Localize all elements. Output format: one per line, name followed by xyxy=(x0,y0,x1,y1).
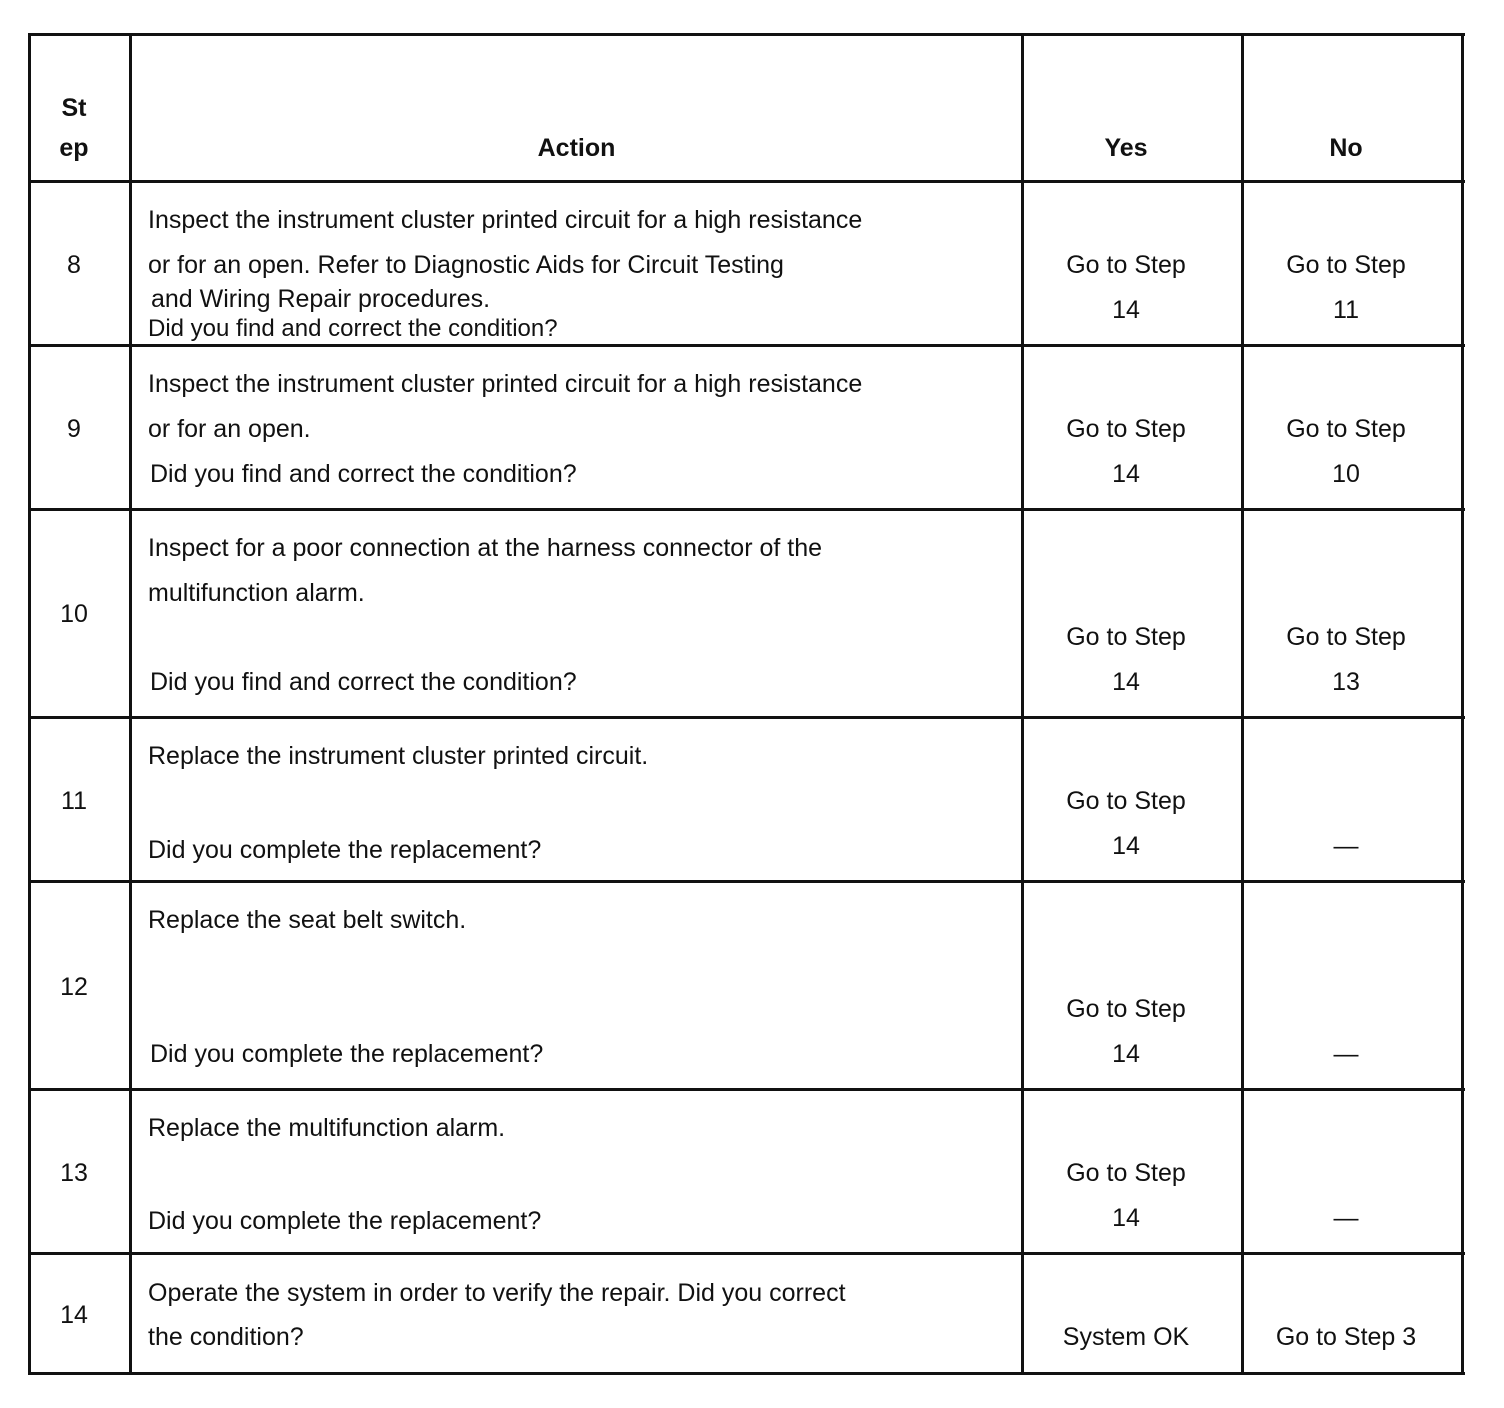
table-border-right xyxy=(1461,33,1464,1375)
header-divider xyxy=(28,180,1465,183)
step-number: 8 xyxy=(67,251,81,279)
header-yes: Yes xyxy=(1104,134,1148,162)
no-result: — xyxy=(1333,1040,1359,1068)
table-border-bottom xyxy=(28,1372,1465,1375)
action-question: Did you complete the replacement? xyxy=(150,1040,544,1068)
action-text: Inspect the instrument cluster printed circuit for a high resistance xyxy=(148,206,863,234)
column-divider xyxy=(1241,33,1244,1375)
no-step-number: 11 xyxy=(1333,296,1359,324)
step-number: 13 xyxy=(60,1159,88,1187)
yes-step-number: 14 xyxy=(1112,460,1140,488)
header-step-line2: ep xyxy=(59,134,89,162)
row-divider xyxy=(28,880,1465,883)
header-action: Action xyxy=(537,134,616,162)
action-question: Did you complete the replacement? xyxy=(148,836,542,864)
action-question: the condition? xyxy=(148,1323,304,1351)
row-divider xyxy=(28,344,1465,347)
yes-result: Go to Step xyxy=(1066,623,1186,651)
header-step-line1: St xyxy=(61,94,87,122)
yes-step-number: 14 xyxy=(1112,1040,1140,1068)
yes-step-number: 14 xyxy=(1112,832,1140,860)
no-result: — xyxy=(1333,1204,1359,1232)
yes-step-number: 14 xyxy=(1112,1204,1140,1232)
no-step-number: 13 xyxy=(1332,668,1360,696)
column-divider xyxy=(1021,33,1024,1375)
action-text: or for an open. xyxy=(148,415,311,443)
step-number: 12 xyxy=(60,973,88,1001)
table-border-top xyxy=(28,33,1465,36)
action-question: Did you complete the replacement? xyxy=(148,1207,542,1235)
yes-result: Go to Step xyxy=(1066,415,1186,443)
action-text: Inspect for a poor connection at the harness connector of the xyxy=(148,534,823,562)
yes-result: Go to Step xyxy=(1066,995,1186,1023)
no-step-number: 10 xyxy=(1332,460,1360,488)
no-result: Go to Step xyxy=(1286,251,1406,279)
yes-result: System OK xyxy=(1062,1323,1190,1351)
step-number: 9 xyxy=(67,415,81,443)
yes-step-number: 14 xyxy=(1112,668,1140,696)
action-question: Did you find and correct the condition? xyxy=(150,460,577,488)
row-divider xyxy=(28,508,1465,511)
no-result: Go to Step 3 xyxy=(1275,1323,1417,1351)
action-text: and Wiring Repair procedures. xyxy=(151,285,491,313)
action-question: Did you find and correct the condition? xyxy=(148,315,558,342)
no-result: Go to Step xyxy=(1286,623,1406,651)
header-no: No xyxy=(1329,134,1363,162)
row-divider xyxy=(28,716,1465,719)
action-text: Replace the seat belt switch. xyxy=(148,906,467,934)
action-question: Did you find and correct the condition? xyxy=(150,668,577,696)
table-border-left xyxy=(28,33,31,1375)
row-divider xyxy=(28,1252,1465,1255)
action-text: Inspect the instrument cluster printed circuit for a high resistance xyxy=(148,370,863,398)
no-result: Go to Step xyxy=(1286,415,1406,443)
row-divider xyxy=(28,1088,1465,1091)
action-text: Replace the instrument cluster printed circuit. xyxy=(148,742,649,770)
action-text: Replace the multifunction alarm. xyxy=(148,1114,506,1142)
yes-result: Go to Step xyxy=(1066,787,1186,815)
yes-result: Go to Step xyxy=(1066,251,1186,279)
action-text: or for an open. Refer to Diagnostic Aids for Circuit Testing xyxy=(148,251,784,279)
step-number: 10 xyxy=(60,600,88,628)
step-number: 14 xyxy=(60,1301,88,1329)
column-divider xyxy=(129,33,132,1375)
yes-step-number: 14 xyxy=(1112,296,1140,324)
action-text: multifunction alarm. xyxy=(148,579,365,607)
no-result: — xyxy=(1333,832,1359,860)
step-number: 11 xyxy=(61,787,87,815)
action-text: Operate the system in order to verify the repair. Did you correct xyxy=(148,1279,846,1307)
yes-result: Go to Step xyxy=(1066,1159,1186,1187)
